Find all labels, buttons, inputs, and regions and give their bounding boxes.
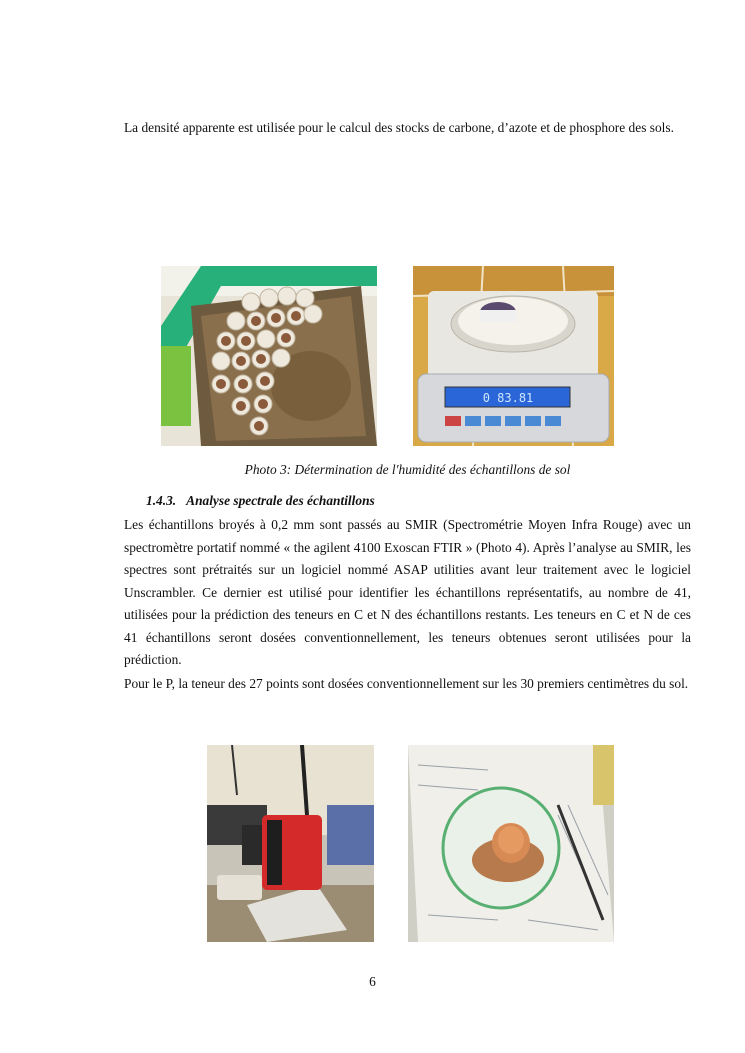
petri-dish-soil-photo: [408, 745, 614, 942]
intro-paragraph: La densité apparente est utilisée pour le calcul des stocks de carbone, d’azote et de phosphore des sols.: [124, 120, 674, 135]
section-title: Analyse spectrale des échantillons: [186, 493, 375, 508]
photo3-caption: Photo 3: Détermination de l'humidité des échantillons de sol: [244, 462, 571, 477]
soil-samples-tray-photo: [161, 266, 377, 446]
section-heading: [146, 493, 375, 509]
page-number: 6: [369, 974, 376, 989]
spectral-analysis-paragraph: Les échantillons broyés à 0,2 mm sont passés au SMIR (Spectrométrie Moyen Infra Rouge) avec un spectromètre portatif nommé « the agilent 4100 Exoscan FTIR » (Photo 4). Après l’analyse au SMIR, les spectres sont prétraités sur un logiciel nommé ASAP utilities avant leur traitement avec le logiciel Unscrambler. Ce dernier est utilisé pour identifier les échantillons représentatifs, au nombre de 41, utilisées pour la prédiction des teneurs en C et N des échantillons restants. Les teneurs en C et N de ces 41 échantillons seront dosées conventionnellement, les teneurs obtenues seront utilisées pour la prédiction.: [124, 517, 691, 667]
section-number: 1.4.3.: [146, 493, 177, 508]
spectrometer-photo: [207, 745, 374, 942]
weighing-balance-photo: [413, 266, 614, 446]
phosphorus-paragraph: Pour le P, la teneur des 27 points sont dosées conventionnellement sur les 30 premiers centimètres du sol.: [124, 676, 689, 691]
balance-display-readout: 0 83.81: [482, 391, 534, 405]
